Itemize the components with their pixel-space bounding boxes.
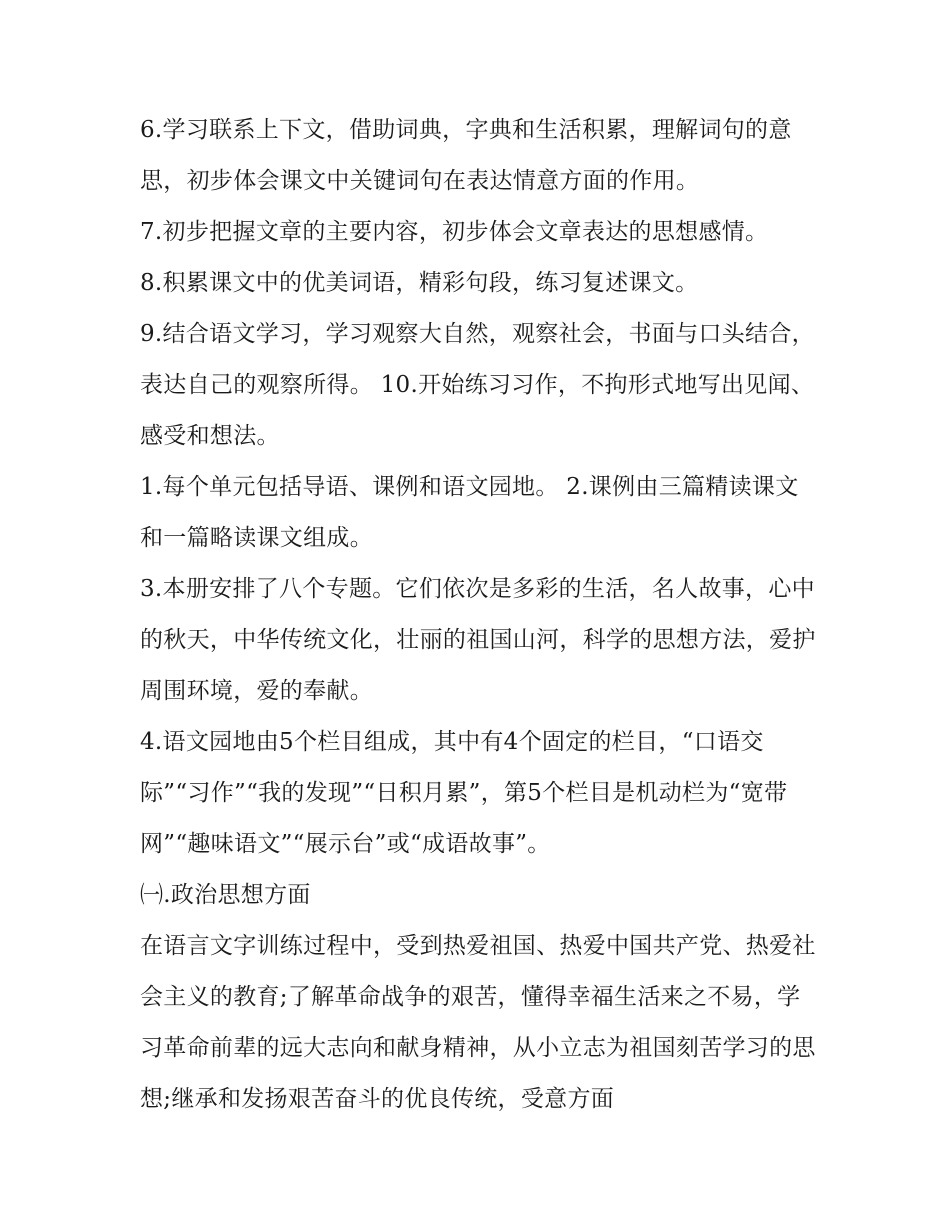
paragraph-8-accumulate-words: 8.积累课文中的优美词语，精彩句段，练习复述课文。 (140, 270, 699, 296)
paragraph-political-education: 在语言文字训练过程中，受到热爱祖国、热爱中国共产党、热爱社会主义的教育;了解革命战争的艰苦，懂得幸福生活来之不易，学习革命前辈的远大志向和献身精神，从小立志为祖国刻苦学习的思想;继承和发扬艰苦奋斗的优良传统，受意方面 (140, 933, 816, 1112)
section-heading-political-thought: ㈠.政治思想方面 (140, 882, 311, 908)
paragraph-topics: 3.本册安排了八个专题。它们依次是多彩的生活，名人故事，心中的秋天，中华传统文化，壮丽的祖国山河，科学的思想方法，爱护周围环境，爱的奉献。 (140, 576, 816, 704)
paragraph-9-10-observation-writing: 9.结合语文学习，学习观察大自然，观察社会，书面与口头结合，表达自己的观察所得。 10.开始练习习作，不拘形式地写出见闻、感受和想法。 (140, 321, 815, 449)
paragraph-unit-structure: 1.每个单元包括导语、课例和语文园地。 2.课例由三篇精读课文和一篇略读课文组成。 (140, 474, 799, 551)
document-body (140, 105, 820, 1125)
paragraph-7-main-content: 7.初步把握文章的主要内容，初步体会文章表达的思想感情。 (140, 219, 769, 245)
paragraph-6-word-understanding: 6.学习联系上下文，借助词典，字典和生活积累，理解词句的意思，初步体会课文中关键词句在表达情意方面的作用。 (140, 117, 792, 194)
paragraph-language-garden: 4.语文园地由5个栏目组成，其中有4个固定的栏目，“口语交际”“习作”“我的发现”“日积月累”，第5个栏目是机动栏为“宽带网”“趣味语文”“展示台”或“成语故事”。 (140, 729, 788, 857)
